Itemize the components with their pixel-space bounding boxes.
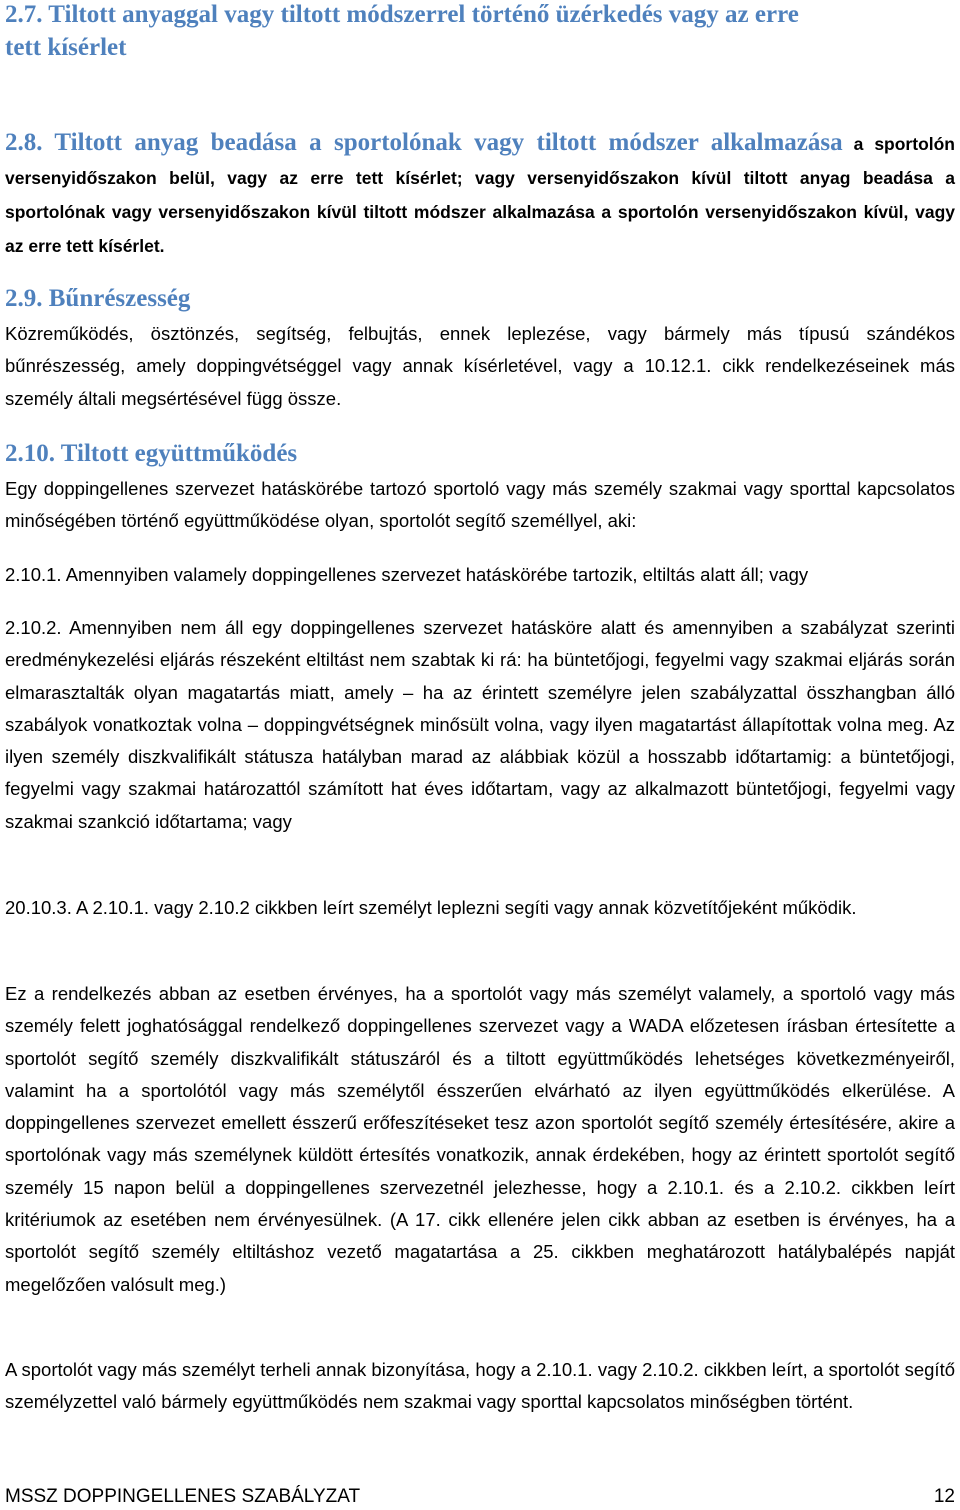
section-2-10-3: 20.10.3. A 2.10.1. vagy 2.10.2 cikkben leírt személyt leplezni segíti vagy annak közvetítőjeként működik. [5,897,857,918]
section-2-10-heading: 2.10. Tiltott együttműködés [5,440,298,467]
section-2-8-body: a sportolón versenyidőszakon belül, vagy az erre tett kísérlet; vagy versenyidőszakon kívül tiltott anyag beadása a sportolónak vagy versenyidőszakon kívül tiltott módszer alkalmazása a sportolón versenyidőszakon kívül, vagy az erre tett kísérlet. [5,134,955,256]
section-2-10-1: 2.10.1. Amennyiben valamely doppingellenes szervezet hatáskörébe tartozik, eltiltás alatt áll; vagy [5,564,809,585]
footer-page-number: 12 [933,1486,955,1507]
section-2-8-heading: 2.8. Tiltott anyag beadása a sportolónak vagy tiltott módszer alkalmazása [5,129,843,156]
section-2-8 [5,126,955,263]
section-2-7-heading [5,0,955,64]
section-2-10-burden-paragraph: A sportolót vagy más személyt terheli annak bizonyítása, hogy a 2.10.1. vagy 2.10.2. cikkben leírt, a sportolót segítő személyzettel való bármely együttműködés nem szakmai vagy sporttal kapcsolatos minőségben történt. [5,1359,955,1413]
footer-document-title: MSSZ DOPPINGELLENES SZABÁLYZAT [5,1486,361,1507]
section-2-7-title-line2: tett kísérlet [5,34,127,61]
section-2-9-body: Közreműködés, ösztönzés, segítség, felbujtás, ennek leplezése, vagy bármely más típusú szándékos bűnrészesség, amely doppingvétséggel vagy annak kísérletével, vagy a 10.12.1. cikk rendelkezéseinek más személy általi megsértésével függ össze. [5,323,955,409]
section-2-7-title-line1: 2.7. Tiltott anyaggal vagy tiltott módszerrel történő üzérkedés vagy az erre [5,1,799,28]
section-2-10-2: 2.10.2. Amennyiben nem áll egy doppingellenes szervezet hatásköre alatt és amennyiben a szabályzat szerinti eredménykezelési eljárás részeként eltiltást nem szabtak ki rá: ha büntetőjogi, fegyelmi vagy szakmai eljárás során elmarasztalták olyan magatartás miatt, amely – ha az érintett személyre jelen szabályzattal összhangban álló szabályok vonatkoztak volna – doppingvétségnek minősült volna, vagy ilyen magatartást állapítottak volna meg. Az ilyen személy diszkvalifikált státusza hatályban marad az alábbiak közül a hosszabb időtartamig: a büntetőjogi, fegyelmi vagy szakmai határozattól számított hat éves időtartam, vagy az alkalmazott büntetőjogi, fegyelmi vagy szakmai szankció időtartama; vagy [5,617,955,832]
section-2-10-intro: Egy doppingellenes szervezet hatáskörébe tartozó sportoló vagy más személy szakmai vagy sporttal kapcsolatos minőségében történő együttműködése olyan, sportolót segítő személlyel, aki: [5,478,955,532]
section-2-10-notice-paragraph: Ez a rendelkezés abban az esetben érvényes, ha a sportolót vagy más személyt valamely, a sportoló vagy más személy felett joghatósággal rendelkező doppingellenes szervezet vagy a WADA előzetesen írásban értesítette a sportolót segítő személy diszkvalifikált státuszáról és a tiltott együttműködés lehetséges következményeiről, valamint ha a sportolótól vagy más személytől ésszerűen elvárható az ilyen együttműködés elkerülése. A doppingellenes szervezet emellett ésszerű erőfeszítéseket tesz azon sportolót segítő személy értesítésére, akire a sportolónak vagy más személynek küldött értesítés vonatkozik, annak érdekében, hogy az érintett sportolót segítő személy 15 napon belül a doppingellenes szervezetnél jelezhesse, hogy a 2.10.1. és a 2.10.2. cikkben leírt kritériumok az esetében nem érvényesülnek. (A 17. cikk ellenére jelen cikk abban az esetben is érvényes, ha a sportolót segítő személy eltiltáshoz vezető magatartása a 25. cikkben meghatározott hatálybalépés napját megelőzően valósult meg.) [5,983,955,1295]
section-2-9-heading: 2.9. Bűnrészesség [5,285,191,312]
